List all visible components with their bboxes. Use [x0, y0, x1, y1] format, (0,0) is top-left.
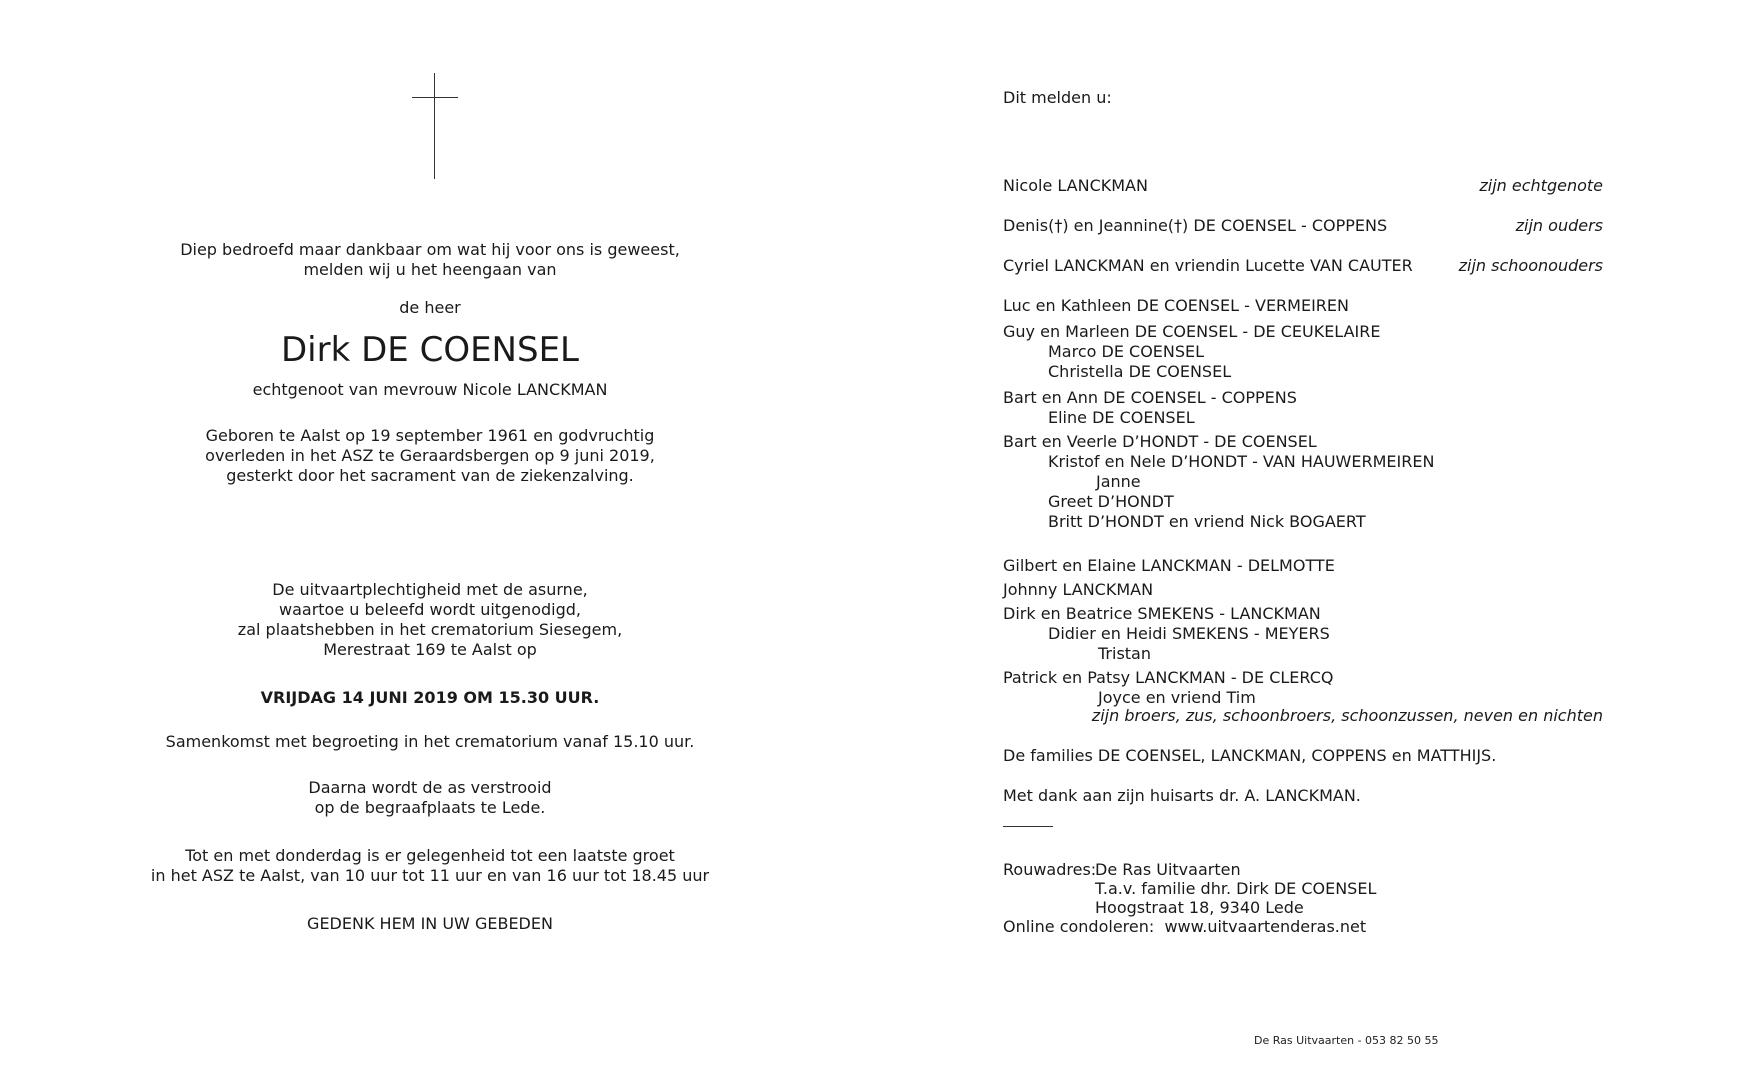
parents-role: zijn ouders	[1515, 216, 1603, 235]
parents-name: Denis(†) en Jeannine(†) DE COENSEL - COPPENS	[1003, 216, 1388, 235]
ashes-text: Daarna wordt de as verstrooid op de begraafplaats te Lede.	[308, 778, 552, 817]
spouse-role: zijn echtgenote	[1479, 176, 1603, 195]
family-member: Tristan	[1098, 644, 1151, 663]
inlaws-role: zijn schoonouders	[1458, 256, 1603, 275]
online-condolence	[1003, 917, 1366, 937]
families-line: De families DE COENSEL, LANCKMAN, COPPENS en MATTHIJS.	[1003, 746, 1497, 765]
family-member: Luc en Kathleen DE COENSEL - VERMEIREN	[1003, 296, 1349, 315]
cross-icon	[412, 73, 458, 179]
family-member: Britt D’HONDT en vriend Nick BOGAERT	[1048, 512, 1366, 531]
deceased-name: Dirk DE COENSEL	[281, 330, 579, 370]
siblings-role: zijn broers, zus, schoonbroers, schoonzussen, neven en nichten	[1091, 706, 1603, 725]
address-line: T.a.v. familie dhr. Dirk DE COENSEL	[1095, 879, 1377, 898]
closing-text: GEDENK HEM IN UW GEBEDEN	[307, 914, 553, 933]
footer-text: De Ras Uitvaarten - 053 82 50 55	[1254, 1034, 1439, 1047]
family-member: Bart en Veerle D’HONDT - DE COENSEL	[1003, 432, 1317, 451]
ceremony-text: De uitvaartplechtigheid met de asurne, waartoe u beleefd wordt uitgenodigd, zal plaatshebben in het crematorium Siesegem, Merestraat 169 te Aalst op	[237, 580, 623, 659]
announcement-heading: Dit melden u:	[1003, 88, 1112, 107]
address-label: Rouwadres:	[1003, 860, 1097, 879]
address-line: De Ras Uitvaarten	[1095, 860, 1241, 879]
family-member: Didier en Heidi SMEKENS - MEYERS	[1048, 624, 1330, 643]
divider	[1003, 826, 1053, 827]
family-member: Dirk en Beatrice SMEKENS - LANCKMAN	[1003, 604, 1321, 623]
gathering-text: Samenkomst met begroeting in het crematorium vanaf 15.10 uur.	[165, 732, 695, 751]
family-member: Kristof en Nele D’HONDT - VAN HAUWERMEIREN	[1048, 452, 1435, 471]
visit-text: Tot en met donderdag is er gelegenheid tot een laatste groet in het ASZ te Aalst, van 10 uur tot 11 uur en van 16 uur tot 18.45 uur	[150, 846, 710, 885]
inlaws-name: Cyriel LANCKMAN en vriendin Lucette VAN CAUTER	[1003, 256, 1413, 275]
family-member: Eline DE COENSEL	[1048, 408, 1195, 427]
thanks-line: Met dank aan zijn huisarts dr. A. LANCKMAN.	[1003, 786, 1361, 805]
family-member: Patrick en Patsy LANCKMAN - DE CLERCQ	[1003, 668, 1334, 687]
family-member: Bart en Ann DE COENSEL - COPPENS	[1003, 388, 1297, 407]
address-line: Hoogstraat 18, 9340 Lede	[1095, 898, 1304, 917]
family-member: Christella DE COENSEL	[1048, 362, 1232, 381]
spouse-line: echtgenoot van mevrouw Nicole LANCKMAN	[252, 380, 608, 399]
online-label: Online condoleren:	[1003, 917, 1155, 936]
family-member: Marco DE COENSEL	[1048, 342, 1205, 361]
ceremony-date: VRIJDAG 14 JUNI 2019 OM 15.30 UUR.	[260, 688, 600, 707]
family-member: Gilbert en Elaine LANCKMAN - DELMOTTE	[1003, 556, 1335, 575]
spouse-name: Nicole LANCKMAN	[1003, 176, 1148, 195]
birth-death-text: Geboren te Aalst op 19 september 1961 en godvruchtig overleden in het ASZ te Geraardsbergen op 9 juni 2019, gesterkt door het sacrament van de ziekenzalving.	[205, 426, 655, 485]
family-member: Joyce en vriend Tim	[1098, 688, 1256, 707]
title-prefix: de heer	[399, 298, 461, 317]
intro-text: Diep bedroefd maar dankbaar om wat hij voor ons is geweest, melden wij u het heengaan van	[180, 240, 680, 279]
online-url[interactable]: www.uitvaartenderas.net	[1164, 917, 1367, 936]
family-member: Guy en Marleen DE COENSEL - DE CEUKELAIRE	[1003, 322, 1381, 341]
family-member: Janne	[1096, 472, 1141, 491]
family-member: Johnny LANCKMAN	[1003, 580, 1154, 599]
family-member: Greet D’HONDT	[1048, 492, 1174, 511]
